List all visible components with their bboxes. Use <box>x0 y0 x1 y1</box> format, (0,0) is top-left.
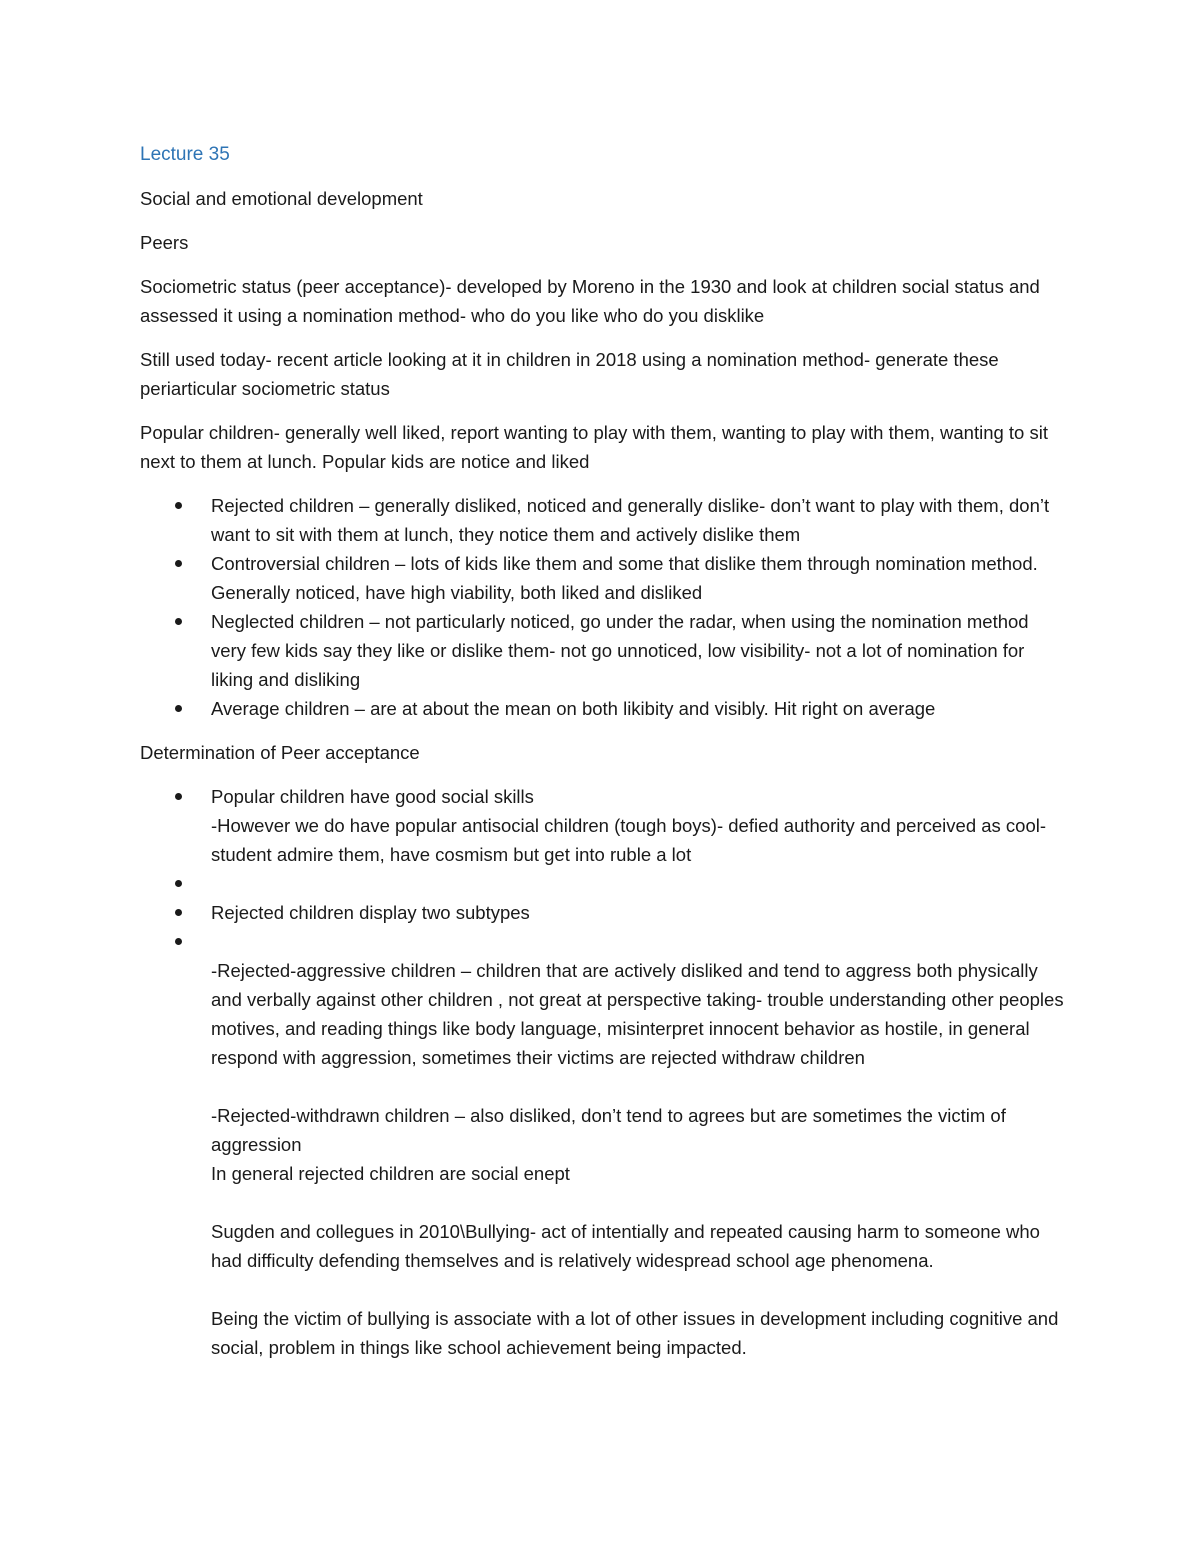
lecture-subtitle: Social and emotional development <box>140 188 423 209</box>
section-heading-determination: Determination of Peer acceptance <box>140 742 420 763</box>
blank-spacer <box>140 869 1065 898</box>
sugden-bullying-text: Sugden and collegues in 2010\Bullying- act of intentially and repeated causing harm to someone who had difficulty defending themselves and is relatively widespread school age phenomena. <box>211 1221 1040 1271</box>
list-item-controversial: Controversial children – lots of kids like them and some that dislike them through nomination method. Generally noticed, have high viability, both liked and disliked <box>140 549 1065 607</box>
sociometric-status-list <box>140 491 1065 723</box>
list-item-average: Average children – are at about the mean on both likibity and visibly. Hit right on average <box>140 694 1065 723</box>
list-item-rejected-subtypes: Rejected children display two subtypes <box>140 898 1065 927</box>
victim-bullying-text: Being the victim of bullying is associate with a lot of other issues in development including cognitive and social, problem in things like school achievement being impacted. <box>211 1308 1059 1358</box>
document-page <box>140 140 1065 1362</box>
list-item-neglected: Neglected children – not particularly noticed, go under the radar, when using the nomination method very few kids say they like or dislike them- not go unnoticed, low visibility- not a lot of nomination for liking and disliking <box>140 607 1065 694</box>
blank-spacer <box>211 1072 1065 1101</box>
list-item-popular-skills <box>140 782 1065 869</box>
determination-list <box>140 782 1065 956</box>
rejected-details-block <box>140 956 1065 1362</box>
rejected-withdrawn-text: -Rejected-withdrawn children – also disliked, don’t tend to agrees but are sometimes the victim of aggression <box>211 1105 1006 1155</box>
rejected-aggressive-text: -Rejected-aggressive children – children that are actively disliked and tend to aggress both physically and verbally against other children , not great at perspective taking- trouble understanding other peoples motives, and reading things like body language, misinterpret innocent behavior as hostile, in general respond with aggression, sometimes their victims are rejected withdraw children <box>211 960 1064 1068</box>
list-item-rejected: Rejected children – generally disliked, noticed and generally dislike- don’t want to play with them, don’t want to sit with them at lunch, they notice them and actively dislike them <box>140 491 1065 549</box>
popular-skills-text: Popular children have good social skills <box>211 786 534 807</box>
section-heading-peers: Peers <box>140 232 189 253</box>
popular-antisocial-text: -However we do have popular antisocial children (tough boys)- defied authority and perceived as cool- student admire them, have cosmism but get into ruble a lot <box>211 815 1047 865</box>
rejected-general-text: In general rejected children are social enept <box>211 1163 570 1184</box>
lecture-title: Lecture 35 <box>140 144 230 165</box>
paragraph-sociometric-status: Sociometric status (peer acceptance)- developed by Moreno in the 1930 and look at children social status and assessed it using a nomination method- who do you like who do you disklike <box>140 276 1040 326</box>
list-item-empty-bullet <box>140 927 1065 956</box>
blank-spacer <box>211 1275 1065 1304</box>
blank-spacer <box>211 1188 1065 1217</box>
paragraph-popular-children: Popular children- generally well liked, report wanting to play with them, wanting to play with them, wanting to sit next to them at lunch. Popular kids are notice and liked <box>140 422 1048 472</box>
paragraph-still-used: Still used today- recent article looking at it in children in 2018 using a nomination method- generate these periarticular sociometric status <box>140 349 999 399</box>
